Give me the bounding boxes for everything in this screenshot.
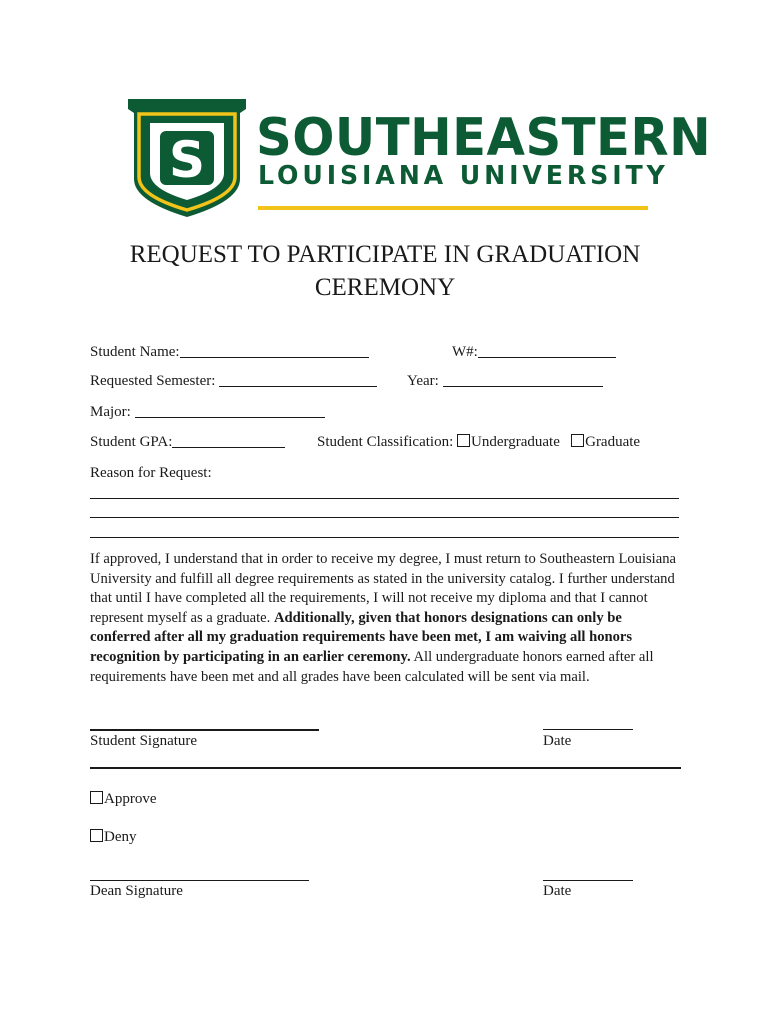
wordmark-gold-rule bbox=[258, 206, 648, 210]
gpa-label: Student GPA: bbox=[90, 434, 173, 450]
reason-label: Reason for Request: bbox=[90, 465, 212, 481]
reason-line-1 bbox=[90, 498, 679, 499]
year-field[interactable] bbox=[443, 371, 603, 387]
wordmark-louisiana-university: LOUISIANA UNIVERSITY bbox=[258, 161, 669, 191]
graduate-option-label: Graduate bbox=[585, 434, 641, 450]
section-divider bbox=[90, 767, 681, 769]
undergraduate-option-label: Undergraduate bbox=[471, 434, 560, 450]
major-row bbox=[90, 402, 325, 422]
student-name-label: Student Name: bbox=[90, 344, 180, 360]
student-name-field[interactable] bbox=[180, 342, 369, 358]
dean-date-label: Date bbox=[543, 883, 572, 899]
form-title-line2: CEREMONY bbox=[314, 274, 456, 301]
deny-label: Deny bbox=[104, 829, 137, 845]
dean-signature-label: Dean Signature bbox=[90, 883, 183, 899]
approve-label: Approve bbox=[104, 791, 157, 807]
agreement-text-honors-waiver: Additionally, given that honors designations can only be conferred after all my graduation requirements have been met, I am waiving all honors recognition by participating in an earlier ceremony. bbox=[90, 609, 633, 665]
wordmark-southeastern: SOUTHEASTERN bbox=[256, 108, 712, 168]
shield-letter: S bbox=[168, 131, 206, 189]
undergraduate-checkbox[interactable] bbox=[457, 434, 470, 447]
deny-checkbox[interactable] bbox=[90, 829, 103, 842]
graduate-checkbox[interactable] bbox=[571, 434, 584, 447]
approve-row bbox=[90, 789, 157, 809]
student-name-row bbox=[90, 342, 369, 362]
deny-row bbox=[90, 827, 137, 847]
classification-row bbox=[317, 432, 640, 452]
semester-row bbox=[90, 371, 377, 391]
agreement-text-intro: If approved, I understand that in order to receive my degree, I must return to Southeastern Louisiana University and fulfill all degree requirements as stated in the university catalog. I further understand that until I have completed all the requirements, I will not receive my diploma and that I cannot represent myself as a graduate. bbox=[90, 551, 676, 626]
w-number-label: W#: bbox=[452, 344, 478, 360]
form-title bbox=[90, 238, 680, 304]
reason-field[interactable] bbox=[90, 480, 679, 538]
w-number-row bbox=[452, 342, 616, 362]
classification-label: Student Classification: bbox=[317, 434, 457, 450]
semester-field[interactable] bbox=[219, 371, 377, 387]
form-title-line1: REQUEST TO PARTICIPATE IN GRADUATION bbox=[129, 241, 641, 268]
semester-label: Requested Semester: bbox=[90, 373, 220, 389]
student-signature-label: Student Signature bbox=[90, 733, 198, 749]
major-field[interactable] bbox=[135, 402, 325, 418]
student-date-label: Date bbox=[543, 733, 572, 749]
gpa-field[interactable] bbox=[172, 432, 285, 448]
w-number-field[interactable] bbox=[478, 342, 616, 358]
agreement-text-closing: All undergraduate honors earned after all requirements have been met and all grades have been calculated will be sent via mail. bbox=[90, 648, 654, 685]
student-date-line[interactable] bbox=[543, 729, 633, 730]
approve-checkbox[interactable] bbox=[90, 791, 103, 804]
reason-line-2 bbox=[90, 517, 679, 518]
agreement-paragraph bbox=[90, 550, 680, 687]
year-label: Year: bbox=[407, 373, 443, 389]
reason-line-3 bbox=[90, 537, 679, 538]
university-shield-logo bbox=[128, 99, 246, 217]
gpa-row bbox=[90, 432, 285, 452]
year-row bbox=[407, 371, 603, 391]
major-label: Major: bbox=[90, 404, 135, 420]
